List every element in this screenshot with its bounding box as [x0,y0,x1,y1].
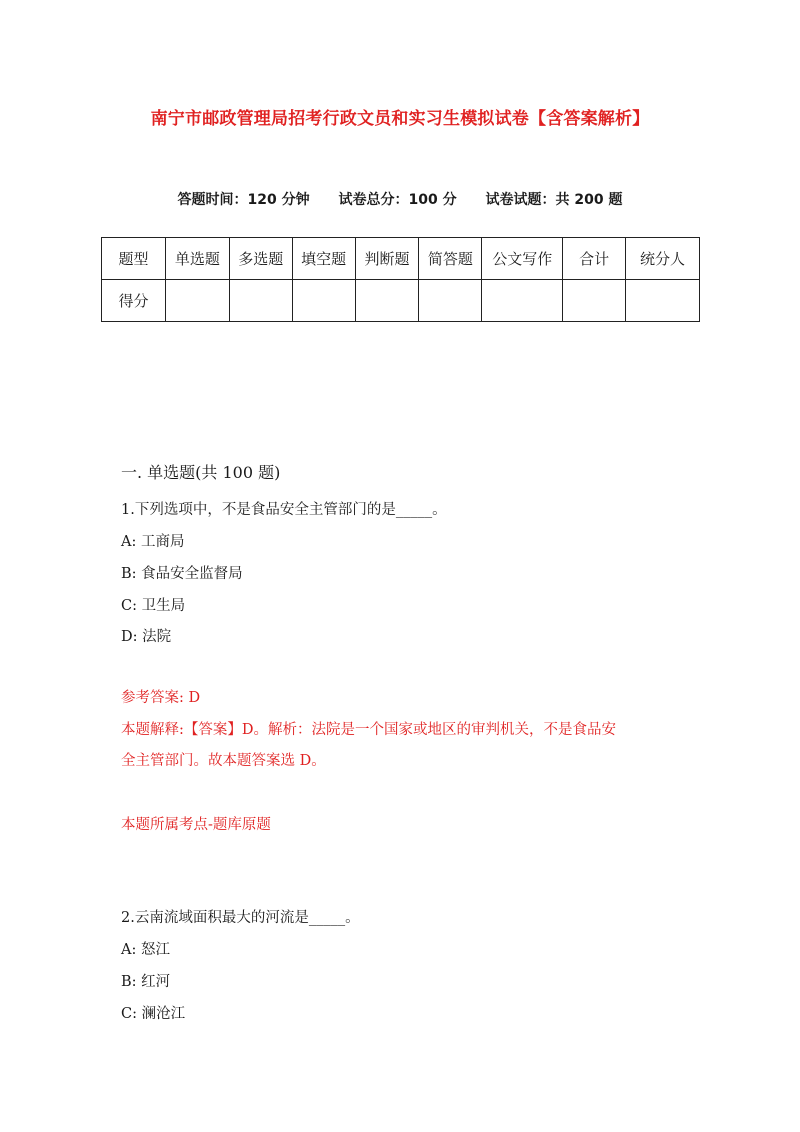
question-1-option-d: D: 法院 [121,629,172,645]
score-table-header-row [102,238,700,280]
exam-total-score: 试卷总分：100 分 [338,192,457,208]
score-cell [229,280,292,322]
score-cell [355,280,419,322]
score-table-header-cell: 判断题 [355,238,419,280]
score-table-score-row [102,280,700,322]
question-1-option-c: C: 卫生局 [121,598,186,614]
score-cell [563,280,626,322]
question-2-option-a: A: 怒江 [121,942,170,958]
score-cell [419,280,482,322]
question-1-answer: 参考答案: D [121,690,201,706]
page-title: 南宁市邮政管理局招考行政文员和实习生模拟试卷【含答案解析】 [150,109,650,129]
section-title: 一. 单选题(共 100 题) [121,463,281,482]
question-1-knowledge-point: 本题所属考点-题库原题 [121,817,271,833]
score-table-header-cell: 合计 [563,238,626,280]
score-table [101,237,700,322]
score-table-row-label: 得分 [102,280,166,322]
score-table-header-cell: 多选题 [229,238,292,280]
score-table-header-cell: 填空题 [292,238,355,280]
question-1-explanation-line-1: 本题解释:【答案】D。解析：法院是一个国家或地区的审判机关，不是食品安 [121,722,617,738]
question-2-option-b: B: 红河 [121,974,171,990]
question-1-stem: 1.下列选项中，不是食品安全主管部门的是_____。 [121,502,447,518]
exam-time: 答题时间：120 分钟 [177,192,310,208]
score-cell [626,280,700,322]
score-table-header-cell: 统分人 [626,238,700,280]
question-2-stem: 2.云南流域面积最大的河流是_____。 [121,910,360,926]
score-cell [482,280,563,322]
question-1-explanation-line-2: 全主管部门。故本题答案选 D。 [121,753,326,769]
question-2-option-c: C: 澜沧江 [121,1006,186,1022]
question-1-option-b: B: 食品安全监督局 [121,566,243,582]
score-cell [165,280,229,322]
question-1-option-a: A: 工商局 [121,534,185,550]
score-table-header-cell: 简答题 [419,238,482,280]
score-table-header-cell: 公文写作 [482,238,563,280]
exam-meta [0,189,800,209]
score-table-header-cell: 题型 [102,238,166,280]
score-table-header-cell: 单选题 [165,238,229,280]
score-cell [292,280,355,322]
exam-total-questions: 试卷试题：共 200 题 [485,192,623,208]
